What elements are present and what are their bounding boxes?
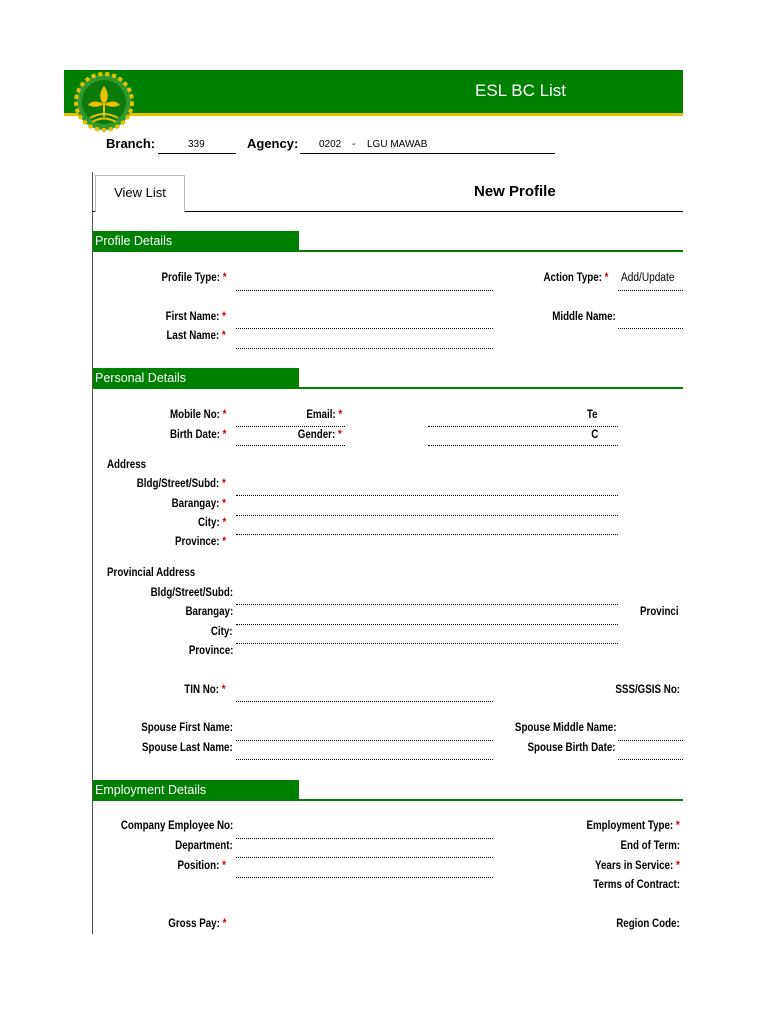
city-field[interactable] <box>236 534 618 535</box>
spouse-last-field[interactable] <box>236 759 493 760</box>
provincial-address-heading: Provincial Address <box>107 567 196 579</box>
action-type-value[interactable]: Add/Update <box>621 272 675 284</box>
field-label-employment-type: Employment Type: * <box>586 820 680 832</box>
field-label-company-emp-no: Company Employee No: <box>120 820 233 832</box>
field-label-prov-bldg: Bldg/Street/Subd: <box>150 587 233 599</box>
action-type-field[interactable] <box>618 290 683 291</box>
agency-name: LGU MAWAB <box>367 139 428 150</box>
field-label-barangay: Barangay: * <box>171 498 226 510</box>
agency-separator: - <box>352 139 356 150</box>
agency-code: 0202 <box>319 139 342 150</box>
field-label-prov-city: City: <box>211 626 233 638</box>
field-label-middle-name: Middle Name: <box>552 311 616 323</box>
first-name-field[interactable] <box>236 328 493 329</box>
field-label-gender: Gender: * <box>297 429 342 441</box>
section-header-personal: Personal Details <box>93 368 299 388</box>
section-line-profile <box>93 250 683 252</box>
section-line-personal <box>93 387 683 389</box>
field-label-provincial-truncated: Provinci <box>640 606 679 618</box>
spouse-birth-field[interactable] <box>618 759 683 760</box>
header-accent-line <box>64 113 683 116</box>
spouse-first-field[interactable] <box>236 740 493 741</box>
field-label-last-name: Last Name: * <box>166 330 226 342</box>
field-label-first-name: First Name: * <box>165 311 226 323</box>
last-name-field[interactable] <box>236 348 493 349</box>
barangay-field[interactable] <box>236 515 618 516</box>
gender-field[interactable] <box>428 445 618 446</box>
field-label-position: Position: * <box>177 860 226 872</box>
department-field[interactable] <box>236 857 493 858</box>
field-label-prov-barangay: Barangay: <box>185 606 233 618</box>
section-header-profile: Profile Details <box>93 231 299 251</box>
form-left-border <box>92 172 93 934</box>
field-label-terms-of-contract: Terms of Contract: <box>593 879 680 891</box>
header-bar <box>64 70 683 113</box>
company-emp-no-field[interactable] <box>236 838 493 839</box>
form-title: New Profile <box>474 183 556 200</box>
branch-underline <box>158 153 236 154</box>
middle-name-field[interactable] <box>618 328 683 329</box>
agency-label: Agency: <box>247 136 299 151</box>
section-header-employment: Employment Details <box>93 780 299 800</box>
field-label-spouse-first: Spouse First Name: <box>141 722 233 734</box>
field-label-action-type: Action Type: * <box>542 272 608 284</box>
field-label-spouse-last: Spouse Last Name: <box>142 742 233 754</box>
field-label-birth-date: Birth Date: * <box>169 429 226 441</box>
address-heading: Address <box>107 459 147 471</box>
branch-label: Branch: <box>106 136 156 151</box>
field-label-end-of-term: End of Term: <box>620 840 680 852</box>
field-label-city: City: * <box>197 517 226 529</box>
field-label-profile-type: Profile Type: * <box>160 272 226 284</box>
section-line-employment <box>93 799 683 801</box>
bldg-field[interactable] <box>236 495 618 496</box>
branch-value: 339 <box>188 139 205 150</box>
field-label-prov-province: Province: <box>188 645 233 657</box>
field-label-mobile: Mobile No: * <box>169 409 226 421</box>
field-label-spouse-birth: Spouse Birth Date: <box>528 742 616 754</box>
field-label-bldg: Bldg/Street/Subd: * <box>136 478 226 490</box>
mobile-field[interactable] <box>236 426 345 427</box>
tab-view-list[interactable]: View List <box>95 175 185 212</box>
birth-date-field[interactable] <box>236 445 345 446</box>
profile-type-field[interactable] <box>236 290 493 291</box>
field-label-c-truncated: C <box>590 429 598 441</box>
prov-city-field[interactable] <box>236 643 618 644</box>
agency-underline <box>300 153 555 154</box>
field-label-region-code: Region Code: <box>616 918 680 930</box>
field-label-spouse-middle: Spouse Middle Name: <box>514 722 616 734</box>
field-label-te-truncated: Te <box>587 409 598 421</box>
field-label-department: Department: <box>175 840 233 852</box>
tin-field[interactable] <box>236 701 493 702</box>
agency-logo-icon <box>72 70 136 134</box>
field-label-years-in-service: Years in Service: * <box>595 860 680 872</box>
spouse-middle-field[interactable] <box>618 740 683 741</box>
email-field[interactable] <box>428 426 618 427</box>
field-label-tin: TIN No: * <box>184 684 226 696</box>
page-header-title: ESL BC List <box>475 81 567 100</box>
position-field[interactable] <box>236 877 493 878</box>
prov-bldg-field[interactable] <box>236 604 618 605</box>
field-label-sss: SSS/GSIS No: <box>615 684 680 696</box>
field-label-province: Province: * <box>174 536 226 548</box>
field-label-gross-pay: Gross Pay: * <box>167 918 226 930</box>
field-label-email: Email: * <box>306 409 342 421</box>
prov-barangay-field[interactable] <box>236 624 618 625</box>
